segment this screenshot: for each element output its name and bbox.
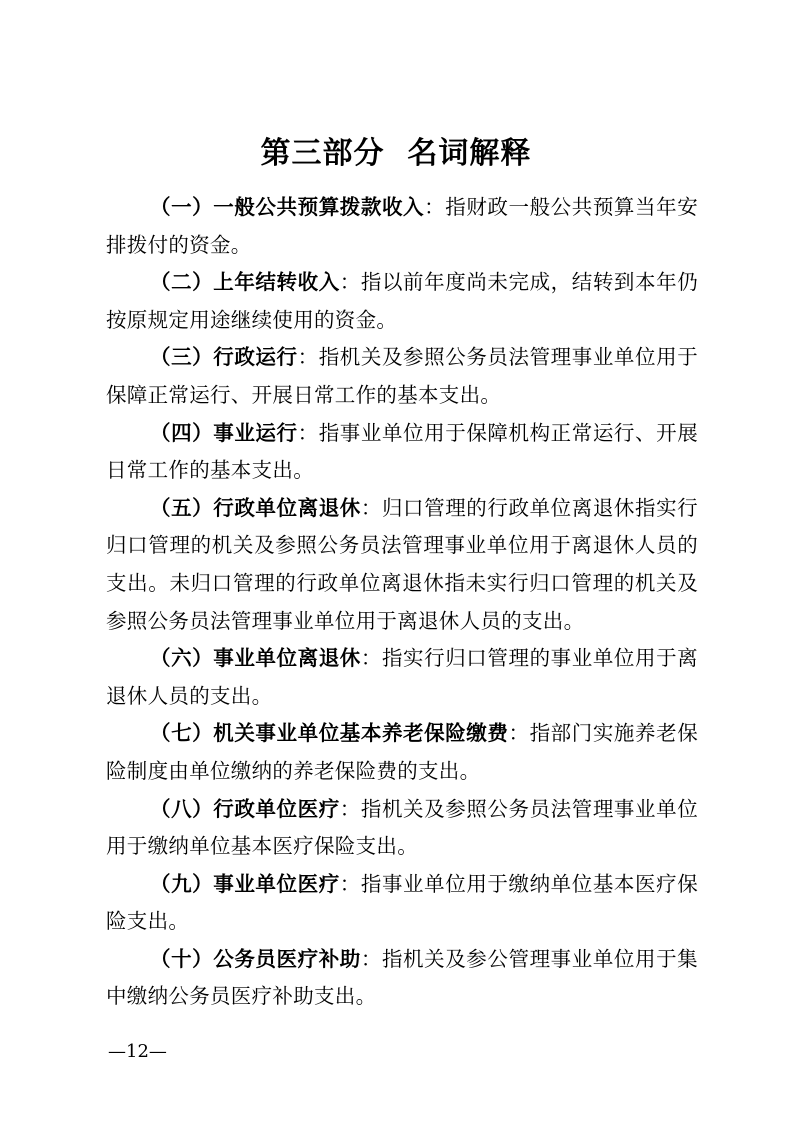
glossary-entry-6 [106,640,698,715]
entry-term: （七）机关事业单位基本养老保险缴费 [150,721,509,746]
entry-term: （六）事业单位离退休 [150,646,361,671]
glossary-entry-7 [106,715,698,790]
page-number: —12— [108,1041,167,1062]
glossary-entry-5 [106,490,698,640]
entry-definition: ：指事业单位用于缴纳单位基本医疗保险支出。 [106,871,698,934]
page-title: 第三部分 名词解释 [260,136,532,172]
entry-term: （八）行政单位医疗 [150,796,340,821]
entry-definition: ：指部门实施养老保险制度由单位缴纳的养老保险费的支出。 [106,721,698,783]
entry-definition: ：归口管理的行政单位离退休指实行归口管理的机关及参照公务员法管理事业单位用于离退休人员的支出。未归口管理的行政单位离退休指未实行归口管理的机关及参照公务员法管理事业单位用于离退休人员的支出。 [106,495,698,633]
glossary-entry-2 [106,264,698,339]
glossary-entry-4 [106,415,698,490]
entry-definition: ：指机关及参照公务员法管理事业单位用于保障正常运行、开展日常工作的基本支出。 [106,345,698,407]
entry-term: （五）行政单位离退休 [150,495,361,520]
glossary-entry-9 [106,866,698,941]
entry-term: （四）事业运行 [150,420,298,445]
entry-definition: ：指机关及参公管理事业单位用于集中缴纳公务员医疗补助支出。 [106,946,698,1009]
glossary-content [106,189,698,1016]
entry-term: （三）行政运行 [150,345,298,370]
glossary-entry-10 [106,941,698,1016]
glossary-entry-3 [106,339,698,414]
entry-term: （九）事业单位医疗 [150,871,340,896]
entry-definition: ：指事业单位用于保障机构正常运行、开展日常工作的基本支出。 [106,420,698,483]
glossary-entry-8 [106,791,698,866]
glossary-entry-1 [106,189,698,264]
entry-term: （十）公务员医疗补助 [150,946,361,971]
entry-definition: ：指财政一般公共预算当年安排拨付的资金。 [106,195,698,257]
entry-definition: ：指以前年度尚未完成，结转到本年仍按原规定用途继续使用的资金。 [106,270,698,332]
entry-definition: ：指机关及参照公务员法管理事业单位用于缴纳单位基本医疗保险支出。 [106,796,698,859]
entry-term: （二）上年结转收入 [150,270,340,295]
entry-term: （一）一般公共预算拨款收入 [150,195,425,219]
entry-definition: ：指实行归口管理的事业单位用于离退休人员的支出。 [106,646,698,708]
